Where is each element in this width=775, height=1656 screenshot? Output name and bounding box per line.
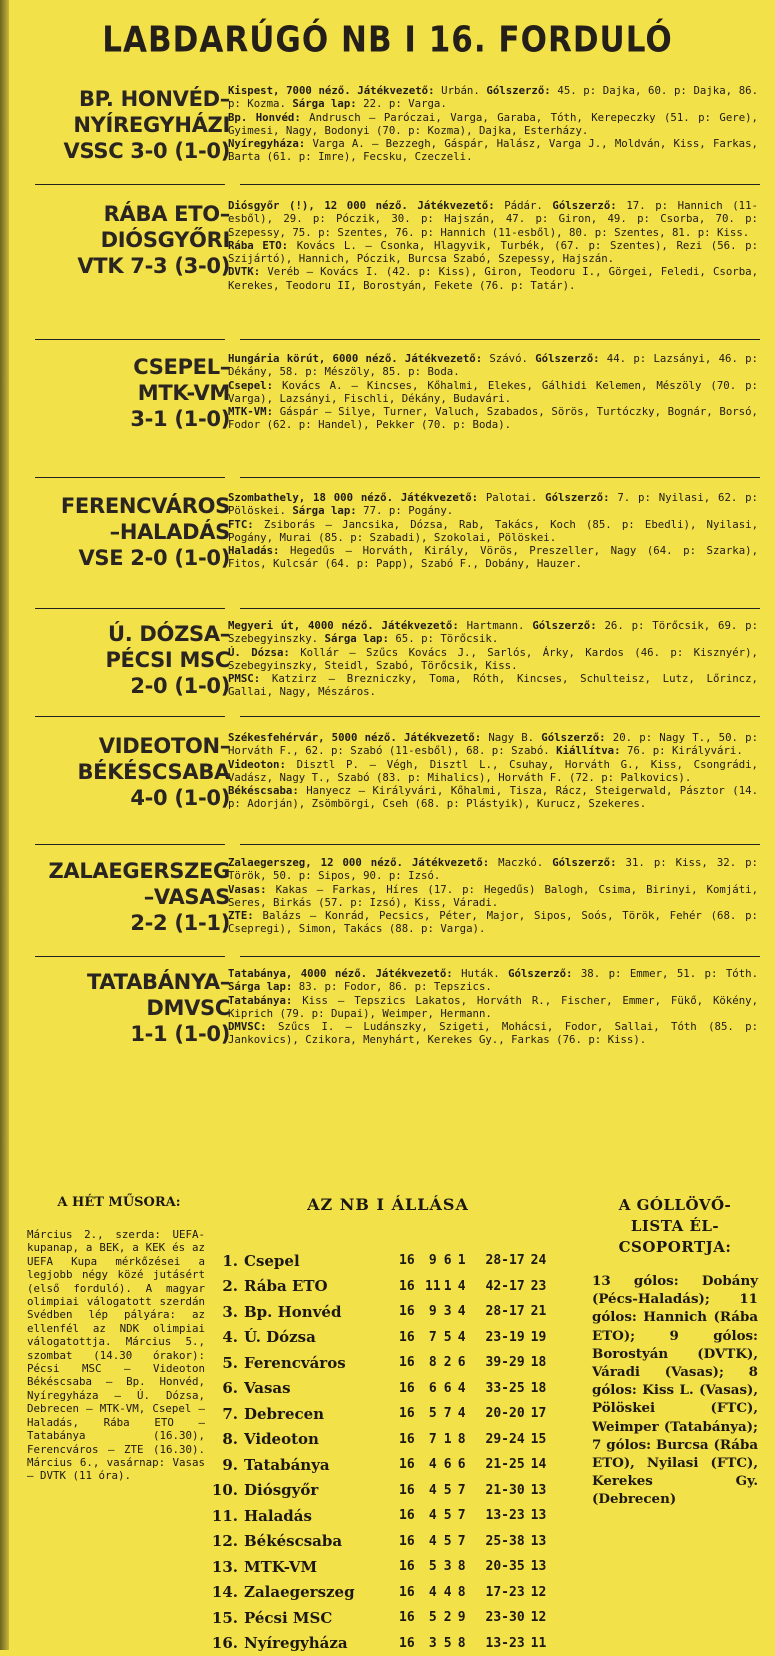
match-score-line: NYÍREGYHÁZI <box>30 112 230 138</box>
standings-row <box>208 1478 553 1504</box>
standings-cell-m: 16 <box>399 1376 425 1402</box>
match-lineup <box>228 544 758 571</box>
standings-row <box>208 1350 553 1376</box>
lineup-team-label: Bp. Honvéd: <box>228 111 301 124</box>
match-details: Szombathely, 18 000 néző. Játékvezető: Palotai. Gólszerző: 7. p: Nyilasi, 62. p: Pölöskei. Sárga lap: 77. p: Pogány. <box>228 491 758 518</box>
lineup-players: Kiss — Tepszics Lakatos, Horváth R., Fischer, Emmer, Fükő, Kökény, Kiprich (79. p: Dupai), Weimper, Hermann. <box>228 994 758 1020</box>
standings-cell-rank: 5. <box>208 1350 244 1376</box>
standings-cell-l: 1 <box>455 1248 469 1274</box>
standings-row <box>208 1427 553 1453</box>
match-lineup <box>228 405 758 432</box>
standings-cell-w: 4 <box>425 1503 441 1529</box>
standings-cell-pts: 12 <box>531 1605 553 1631</box>
standings-cell-pts: 21 <box>531 1299 553 1325</box>
lineup-players: Szűcs I. — Ludánszky, Szigeti, Mohácsi, Fodor, Sallai, Tóth (85. p: Jankovics), Czikora, Menyhárt, Kerekes Gy., Farkas (76. p: Kiss). <box>228 1020 758 1046</box>
standings-cell-d: 1 <box>441 1274 455 1300</box>
lineup-players: Hegedűs — Horváth, Király, Vörös, Preszeller, Nagy (64. p: Szarka), Fitos, Kulcsár (64. p: Papp), Szabó F., Dobány, Hauzer. <box>228 544 758 570</box>
standings-cell-pts: 23 <box>531 1274 553 1300</box>
standings-cell-goals: 28-17 <box>469 1299 531 1325</box>
standings-row <box>208 1325 553 1351</box>
match-score-line: VTK 7-3 (3-0) <box>30 253 230 279</box>
standings-cell-w: 4 <box>425 1452 441 1478</box>
standings-cell-team: Pécsi MSC <box>244 1605 399 1631</box>
match-lineup <box>228 137 758 164</box>
standings-cell-team: Vasas <box>244 1376 399 1402</box>
match-score-line: –HALADÁS <box>30 519 230 545</box>
lineup-players: Kovács A. — Kincses, Kőhalmi, Elekes, Gálhidi Kelemen, Mészöly (70. p: Varga), Lazsányi, Fischli, Dékány, Budavári. <box>228 379 758 405</box>
standings-cell-m: 16 <box>399 1350 425 1376</box>
match-score-line: Ú. DÓZSA– <box>30 621 230 647</box>
lineup-team-label: MTK-VM: <box>228 405 273 418</box>
standings-cell-l: 4 <box>455 1325 469 1351</box>
match-divider-left <box>35 956 225 957</box>
standings-cell-l: 4 <box>455 1299 469 1325</box>
standings-cell-d: 7 <box>441 1401 455 1427</box>
standings-cell-d: 6 <box>441 1452 455 1478</box>
lineup-team-label: Videoton: <box>228 758 286 771</box>
lineup-players: Kakas — Farkas, Híres (17. p: Hegedűs) Balogh, Csima, Birinyi, Komjáti, Seres, Birkás (57. p: Izsó), Kiss, Váradi. <box>228 883 758 909</box>
match-lineup <box>228 239 758 266</box>
standings-cell-pts: 15 <box>531 1427 553 1453</box>
match-lineup <box>228 379 758 406</box>
standings-cell-team: Rába ETO <box>244 1274 399 1300</box>
standings-cell-l: 7 <box>455 1503 469 1529</box>
standings-cell-rank: 7. <box>208 1401 244 1427</box>
standings-cell-d: 6 <box>441 1248 455 1274</box>
standings-cell-rank: 13. <box>208 1554 244 1580</box>
standings-cell-goals: 25-38 <box>469 1529 531 1555</box>
standings-cell-w: 11 <box>425 1274 441 1300</box>
match-details: Hungária körút, 6000 néző. Játékvezető: Szávó. Gólszerző: 44. p: Lazsányi, 46. p: Dékány, 58. p: Mészöly, 85. p: Boda. <box>228 352 758 379</box>
match-score-line: CSEPEL– <box>30 354 230 380</box>
standings-cell-pts: 13 <box>531 1503 553 1529</box>
match-score-line: DMVSC <box>30 995 230 1021</box>
standings-cell-l: 6 <box>455 1350 469 1376</box>
standings-cell-w: 8 <box>425 1350 441 1376</box>
standings-cell-rank: 4. <box>208 1325 244 1351</box>
lineup-players: Balázs — Konrád, Pecsics, Péter, Major, Sipos, Soós, Török, Fehér (68. p: Csepregi), Simon, Takács (88. p: Varga). <box>228 909 758 935</box>
lineup-team-label: ZTE: <box>228 909 254 922</box>
week-program-text: Március 2., szerda: UEFA-kupanap, a BEK, a KEK és az UEFA Kupa mérkőzései a legjobb négy közé jutásért (első forduló). A magyar olimpiai válogatott szerdán Svédben lép pályára: az ellenfél az NDK olimpiai válogatottja. Március 5., szombat (14.30 órakor): Pécsi MSC — Videoton Békéscsaba — Bp. Honvéd, Nyíregyháza — Ú. Dózsa, Debrecen — MTK-VM, Csepel — Haladás, Rába ETO — Tatabánya (16.30), Ferencváros — ZTE (16.30). Március 6., vasárnap: Vasas — DVTK (11 óra). <box>27 1228 205 1483</box>
standings-cell-pts: 11 <box>531 1631 553 1656</box>
standings-cell-pts: 13 <box>531 1554 553 1580</box>
match-score-line: ZALAEGERSZEG <box>30 858 230 884</box>
match-divider <box>240 716 760 717</box>
standings-cell-l: 4 <box>455 1274 469 1300</box>
standings-cell-team: Videoton <box>244 1427 399 1453</box>
standings-cell-rank: 12. <box>208 1529 244 1555</box>
standings-cell-l: 8 <box>455 1631 469 1656</box>
standings-cell-d: 1 <box>441 1427 455 1453</box>
lineup-team-label: Békéscsaba: <box>228 784 299 797</box>
standings-cell-d: 2 <box>441 1350 455 1376</box>
lineup-team-label: Ú. Dózsa: <box>228 646 290 659</box>
standings-cell-m: 16 <box>399 1427 425 1453</box>
standings-cell-m: 16 <box>399 1274 425 1300</box>
standings-row <box>208 1605 553 1631</box>
lineup-players: Veréb — Kovács I. (42. p: Kiss), Giron, Teodoru I., Görgei, Feledi, Csorba, Kerekes, Teodoru II, Borostyán, Fekete (76. p: Tatár). <box>228 265 758 291</box>
match-score-line: –VASAS <box>30 884 230 910</box>
standings-cell-rank: 16. <box>208 1631 244 1656</box>
match-block <box>30 852 760 957</box>
standings-cell-w: 9 <box>425 1248 441 1274</box>
standings-cell-goals: 23-19 <box>469 1325 531 1351</box>
standings-cell-rank: 3. <box>208 1299 244 1325</box>
lineup-players: Disztl P. — Végh, Disztl L., Csuhay, Horváth G., Kiss, Csongrádi, Vadász, Nagy T., Szabó (83. p: Mihalics), Horváth F. (72. p: Palkovics). <box>228 758 758 784</box>
match-score-line: 4-0 (1-0) <box>30 785 230 811</box>
match-lineup <box>228 994 758 1021</box>
match-score-line: PÉCSI MSC <box>30 647 230 673</box>
standings-cell-w: 5 <box>425 1605 441 1631</box>
standings-row <box>208 1452 553 1478</box>
match-report <box>228 84 758 164</box>
match-block <box>30 963 760 1078</box>
match-details: Zalaegerszeg, 12 000 néző. Játékvezető: Maczkó. Gólszerző: 31. p: Kiss, 32. p: Török, 50. p: Sipos, 90. p: Izsó. <box>228 856 758 883</box>
match-report <box>228 619 758 699</box>
standings-row <box>208 1274 553 1300</box>
standings-cell-w: 4 <box>425 1478 441 1504</box>
standings-row <box>208 1631 553 1656</box>
standings-cell-rank: 11. <box>208 1503 244 1529</box>
top-scorers-title-line: A GÓLLÖVŐ- <box>592 1195 758 1216</box>
standings-row <box>208 1376 553 1402</box>
standings-row <box>208 1580 553 1606</box>
standings-row <box>208 1554 553 1580</box>
standings-cell-m: 16 <box>399 1478 425 1504</box>
standings-cell-m: 16 <box>399 1554 425 1580</box>
standings-cell-team: Haladás <box>244 1503 399 1529</box>
standings-cell-d: 5 <box>441 1503 455 1529</box>
standings-cell-m: 16 <box>399 1529 425 1555</box>
lineup-players: Zsiborás — Jancsika, Dózsa, Rab, Takács, Koch (85. p: Ebedli), Nyilasi, Pogány, Murai (85. p: Szabadi), Szokolai, Pölöskei. <box>228 518 758 544</box>
standings-cell-l: 9 <box>455 1605 469 1631</box>
standings-cell-m: 16 <box>399 1580 425 1606</box>
match-score-line: FERENCVÁROS <box>30 493 230 519</box>
page-title: LABDARÚGÓ NB I 16. FORDULÓ <box>0 19 775 60</box>
standings-cell-team: Tatabánya <box>244 1452 399 1478</box>
lineup-team-label: DVTK: <box>228 265 260 278</box>
standings-cell-m: 16 <box>399 1325 425 1351</box>
match-score-line: TATABÁNYA– <box>30 969 230 995</box>
match-score-line: 3-1 (1-0) <box>30 406 230 432</box>
standings-cell-team: Zalaegerszeg <box>244 1580 399 1606</box>
match-lineup <box>228 518 758 545</box>
lineup-team-label: FTC: <box>228 518 254 531</box>
match-score-line: BÉKÉSCSABA <box>30 759 230 785</box>
standings-cell-l: 4 <box>455 1376 469 1402</box>
standings-cell-rank: 6. <box>208 1376 244 1402</box>
standings-row <box>208 1503 553 1529</box>
match-divider-left <box>35 184 225 185</box>
match-divider <box>240 956 760 957</box>
match-report <box>228 199 758 292</box>
standings-cell-goals: 33-25 <box>469 1376 531 1402</box>
match-divider-left <box>35 339 225 340</box>
match-score <box>30 201 230 279</box>
match-divider <box>240 184 760 185</box>
standings-cell-l: 7 <box>455 1529 469 1555</box>
standings-cell-l: 8 <box>455 1554 469 1580</box>
match-divider <box>240 477 760 478</box>
standings-cell-m: 16 <box>399 1299 425 1325</box>
match-report <box>228 491 758 571</box>
lineup-players: Gáspár — Silye, Turner, Valuch, Szabados, Sörös, Turtóczky, Bognár, Borsó, Fodor (62. p: Handel), Pekker (70. p: Boda). <box>228 405 758 431</box>
standings-cell-pts: 19 <box>531 1325 553 1351</box>
match-lineup <box>228 646 758 673</box>
match-details: Kispest, 7000 néző. Játékvezető: Urbán. Gólszerző: 45. p: Dajka, 60. p: Dajka, 86. p: Kozma. Sárga lap: 22. p: Varga. <box>228 84 758 111</box>
lineup-team-label: Rába ETO: <box>228 239 288 252</box>
standings-cell-d: 2 <box>441 1605 455 1631</box>
match-divider-left <box>35 608 225 609</box>
standings-cell-rank: 8. <box>208 1427 244 1453</box>
lineup-players: Katzirz — Brezniczky, Toma, Róth, Kincses, Schulteisz, Lutz, Lőrincz, Gallai, Nagy, Mészáros. <box>228 672 758 698</box>
top-scorers-title-line: CSOPORTJA: <box>592 1237 758 1258</box>
standings-cell-team: MTK-VM <box>244 1554 399 1580</box>
standings-cell-rank: 2. <box>208 1274 244 1300</box>
standings-cell-goals: 21-25 <box>469 1452 531 1478</box>
match-lineup <box>228 909 758 936</box>
standings-cell-pts: 18 <box>531 1376 553 1402</box>
standings-cell-d: 4 <box>441 1580 455 1606</box>
lineup-team-label: Tatabánya: <box>228 994 292 1007</box>
standings-cell-goals: 13-23 <box>469 1503 531 1529</box>
standings-cell-pts: 17 <box>531 1401 553 1427</box>
standings-row <box>208 1401 553 1427</box>
standings-cell-goals: 20-35 <box>469 1554 531 1580</box>
standings-cell-w: 4 <box>425 1529 441 1555</box>
lineup-team-label: Csepel: <box>228 379 273 392</box>
standings-cell-team: Debrecen <box>244 1401 399 1427</box>
standings-cell-l: 8 <box>455 1580 469 1606</box>
match-report <box>228 352 758 432</box>
match-details: Diósgyőr (!), 12 000 néző. Játékvezető: Pádár. Gólszerző: 17. p: Hannich (11-esből), 29. p: Póczik, 30. p: Hajszán, 47. p: Giron, 49. p: Csorba, 70. p: Szepessy, 75. p: Szentes, 76. p: Hannich (11-esből), 80. p: Szentes, 81. p: Kiss. <box>228 199 758 239</box>
match-report <box>228 731 758 811</box>
standings-cell-goals: 42-17 <box>469 1274 531 1300</box>
match-lineup <box>228 784 758 811</box>
standings-cell-l: 8 <box>455 1427 469 1453</box>
match-divider <box>240 339 760 340</box>
standings-cell-w: 6 <box>425 1376 441 1402</box>
match-report <box>228 967 758 1047</box>
standings-row <box>208 1299 553 1325</box>
standings-cell-d: 3 <box>441 1299 455 1325</box>
standings-cell-w: 5 <box>425 1554 441 1580</box>
page-spine-shadow <box>0 0 9 1650</box>
match-lineup <box>228 672 758 699</box>
standings-cell-m: 16 <box>399 1452 425 1478</box>
standings-cell-rank: 9. <box>208 1452 244 1478</box>
standings-cell-team: Diósgyőr <box>244 1478 399 1504</box>
standings-cell-goals: 39-29 <box>469 1350 531 1376</box>
standings-cell-d: 5 <box>441 1529 455 1555</box>
match-score-line: 2-2 (1-1) <box>30 910 230 936</box>
standings-cell-w: 7 <box>425 1427 441 1453</box>
standings-cell-pts: 14 <box>531 1452 553 1478</box>
standings-cell-rank: 15. <box>208 1605 244 1631</box>
lineup-players: Andrusch — Paróczai, Varga, Garaba, Tóth, Kerepeczky (51. p: Gere), Gyimesi, Nagy, Bodonyi (70. p: Kozma), Dajka, Esterházy. <box>228 111 758 137</box>
match-divider <box>240 844 760 845</box>
standings-cell-w: 7 <box>425 1325 441 1351</box>
lineup-players: Varga A. — Bezzegh, Gáspár, Halász, Varga J., Moldván, Kiss, Farkas, Barta (61. p: Imre), Fecsku, Czeczeli. <box>228 137 758 163</box>
match-score <box>30 493 230 571</box>
week-program-title: A HÉT MŰSORA: <box>33 1195 205 1210</box>
standings-cell-goals: 23-30 <box>469 1605 531 1631</box>
match-score <box>30 733 230 811</box>
match-block <box>30 80 760 185</box>
standings-cell-l: 4 <box>455 1401 469 1427</box>
lineup-team-label: Vasas: <box>228 883 267 896</box>
standings <box>208 1195 568 1656</box>
match-block <box>30 615 760 717</box>
standings-cell-rank: 10. <box>208 1478 244 1504</box>
lineup-team-label: PMSC: <box>228 672 260 685</box>
standings-cell-d: 3 <box>441 1554 455 1580</box>
standings-cell-goals: 28-17 <box>469 1248 531 1274</box>
match-score-line: RÁBA ETO– <box>30 201 230 227</box>
standings-cell-w: 5 <box>425 1401 441 1427</box>
match-lineup <box>228 758 758 785</box>
match-score-line: 1-1 (1-0) <box>30 1021 230 1047</box>
standings-row <box>208 1529 553 1555</box>
match-score-line: BP. HONVÉD– <box>30 86 230 112</box>
standings-cell-m: 16 <box>399 1248 425 1274</box>
standings-cell-m: 16 <box>399 1631 425 1656</box>
standings-cell-goals: 20-20 <box>469 1401 531 1427</box>
match-block <box>30 487 760 609</box>
match-lineup <box>228 265 758 292</box>
top-scorers-text: 13 gólos: Dobány (Pécs-Haladás); 11 gólos: Hannich (Rába ETO); 9 gólos: Borostyán (DVTK), Váradi (Vasas); 8 gólos: Kiss L. (Vasas), Pölöskei (FTC), Weimper (Tatabánya); 7 gólos: Burcsa (Rába ETO), Nyilasi (FTC), Kerekes Gy. (Debrecen) <box>592 1272 758 1509</box>
standings-cell-team: Ferencváros <box>244 1350 399 1376</box>
standings-cell-team: Csepel <box>244 1248 399 1274</box>
match-score-line: VIDEOTON– <box>30 733 230 759</box>
standings-cell-m: 16 <box>399 1605 425 1631</box>
match-report <box>228 856 758 936</box>
match-divider-left <box>35 716 225 717</box>
match-score-line: 2-0 (1-0) <box>30 673 230 699</box>
standings-title: AZ NB I ÁLLÁSA <box>208 1195 568 1214</box>
standings-cell-goals: 29-24 <box>469 1427 531 1453</box>
match-divider <box>240 608 760 609</box>
match-score <box>30 354 230 432</box>
match-divider-left <box>35 477 225 478</box>
lineup-team-label: DMVSC: <box>228 1020 267 1033</box>
match-score <box>30 621 230 699</box>
standings-cell-pts: 18 <box>531 1350 553 1376</box>
standings-cell-pts: 12 <box>531 1580 553 1606</box>
standings-cell-w: 9 <box>425 1299 441 1325</box>
match-score <box>30 969 230 1047</box>
standings-cell-team: Békéscsaba <box>244 1529 399 1555</box>
standings-cell-w: 3 <box>425 1631 441 1656</box>
standings-cell-goals: 13-23 <box>469 1631 531 1656</box>
lineup-team-label: Haladás: <box>228 544 279 557</box>
match-block <box>30 727 760 845</box>
match-divider-left <box>35 844 225 845</box>
standings-cell-goals: 17-23 <box>469 1580 531 1606</box>
match-score-line: VSSC 3-0 (1-0) <box>30 138 230 164</box>
match-details: Tatabánya, 4000 néző. Játékvezető: Huták. Gólszerző: 38. p: Emmer, 51. p: Tóth. Sárga lap: 83. p: Fodor, 86. p: Tepszics. <box>228 967 758 994</box>
week-program <box>27 1195 205 1483</box>
standings-cell-m: 16 <box>399 1503 425 1529</box>
standings-cell-rank: 1. <box>208 1248 244 1274</box>
standings-cell-pts: 13 <box>531 1478 553 1504</box>
match-details: Megyeri út, 4000 néző. Játékvezető: Hartmann. Gólszerző: 26. p: Törőcsik, 69. p: Szebegyinszky. Sárga lap: 65. p: Törőcsik. <box>228 619 758 646</box>
match-lineup <box>228 883 758 910</box>
match-lineup <box>228 1020 758 1047</box>
match-score <box>30 86 230 164</box>
standings-cell-l: 7 <box>455 1478 469 1504</box>
standings-cell-d: 6 <box>441 1376 455 1402</box>
standings-cell-pts: 13 <box>531 1529 553 1555</box>
standings-cell-goals: 21-30 <box>469 1478 531 1504</box>
standings-cell-w: 4 <box>425 1580 441 1606</box>
standings-cell-d: 5 <box>441 1478 455 1504</box>
standings-cell-rank: 14. <box>208 1580 244 1606</box>
lineup-players: Kovács L. — Csonka, Hlagyvik, Turbék, (67. p: Szentes), Rezi (56. p: Szijártó), Hannich, Póczik, Burcsa Szabó, Szepessy, Hajszán. <box>228 239 758 265</box>
standings-table <box>208 1248 553 1656</box>
standings-cell-team: Nyíregyháza <box>244 1631 399 1656</box>
match-block <box>30 348 760 478</box>
standings-cell-d: 5 <box>441 1631 455 1656</box>
standings-cell-team: Ú. Dózsa <box>244 1325 399 1351</box>
match-score <box>30 858 230 936</box>
match-score-line: MTK-VM <box>30 380 230 406</box>
standings-cell-team: Bp. Honvéd <box>244 1299 399 1325</box>
standings-cell-pts: 24 <box>531 1248 553 1274</box>
top-scorers <box>592 1195 758 1509</box>
match-details: Székesfehérvár, 5000 néző. Játékvezető: Nagy B. Gólszerző: 20. p: Nagy T., 50. p: Horváth F., 62. p: Szabó (11-esből), 68. p: Szabó. Kiállítva: 76. p: Királyvári. <box>228 731 758 758</box>
match-score-line: DIÓSGYŐRI <box>30 227 230 253</box>
top-scorers-title <box>592 1195 758 1258</box>
standings-cell-l: 6 <box>455 1452 469 1478</box>
top-scorers-title-line: LISTA ÉL- <box>592 1216 758 1237</box>
match-score-line: VSE 2-0 (1-0) <box>30 545 230 571</box>
standings-cell-d: 5 <box>441 1325 455 1351</box>
standings-cell-m: 16 <box>399 1401 425 1427</box>
match-lineup <box>228 111 758 138</box>
lineup-players: Kollár — Szűcs Kovács J., Sarlós, Árky, Kardos (46. p: Kisznyér), Szebegyinszky, Steidl, Szabó, Törőcsik, Kiss. <box>228 646 758 672</box>
lineup-team-label: Nyíregyháza: <box>228 137 305 150</box>
match-block <box>30 195 760 340</box>
standings-row <box>208 1248 553 1274</box>
lineup-players: Hanyecz — Királyvári, Kőhalmi, Tisza, Rácz, Steigerwald, Pásztor (14. p: Adorján), Zsömbörgi, Cseh (68. p: Plástyik), Kurucz, Szekeres. <box>228 784 758 810</box>
